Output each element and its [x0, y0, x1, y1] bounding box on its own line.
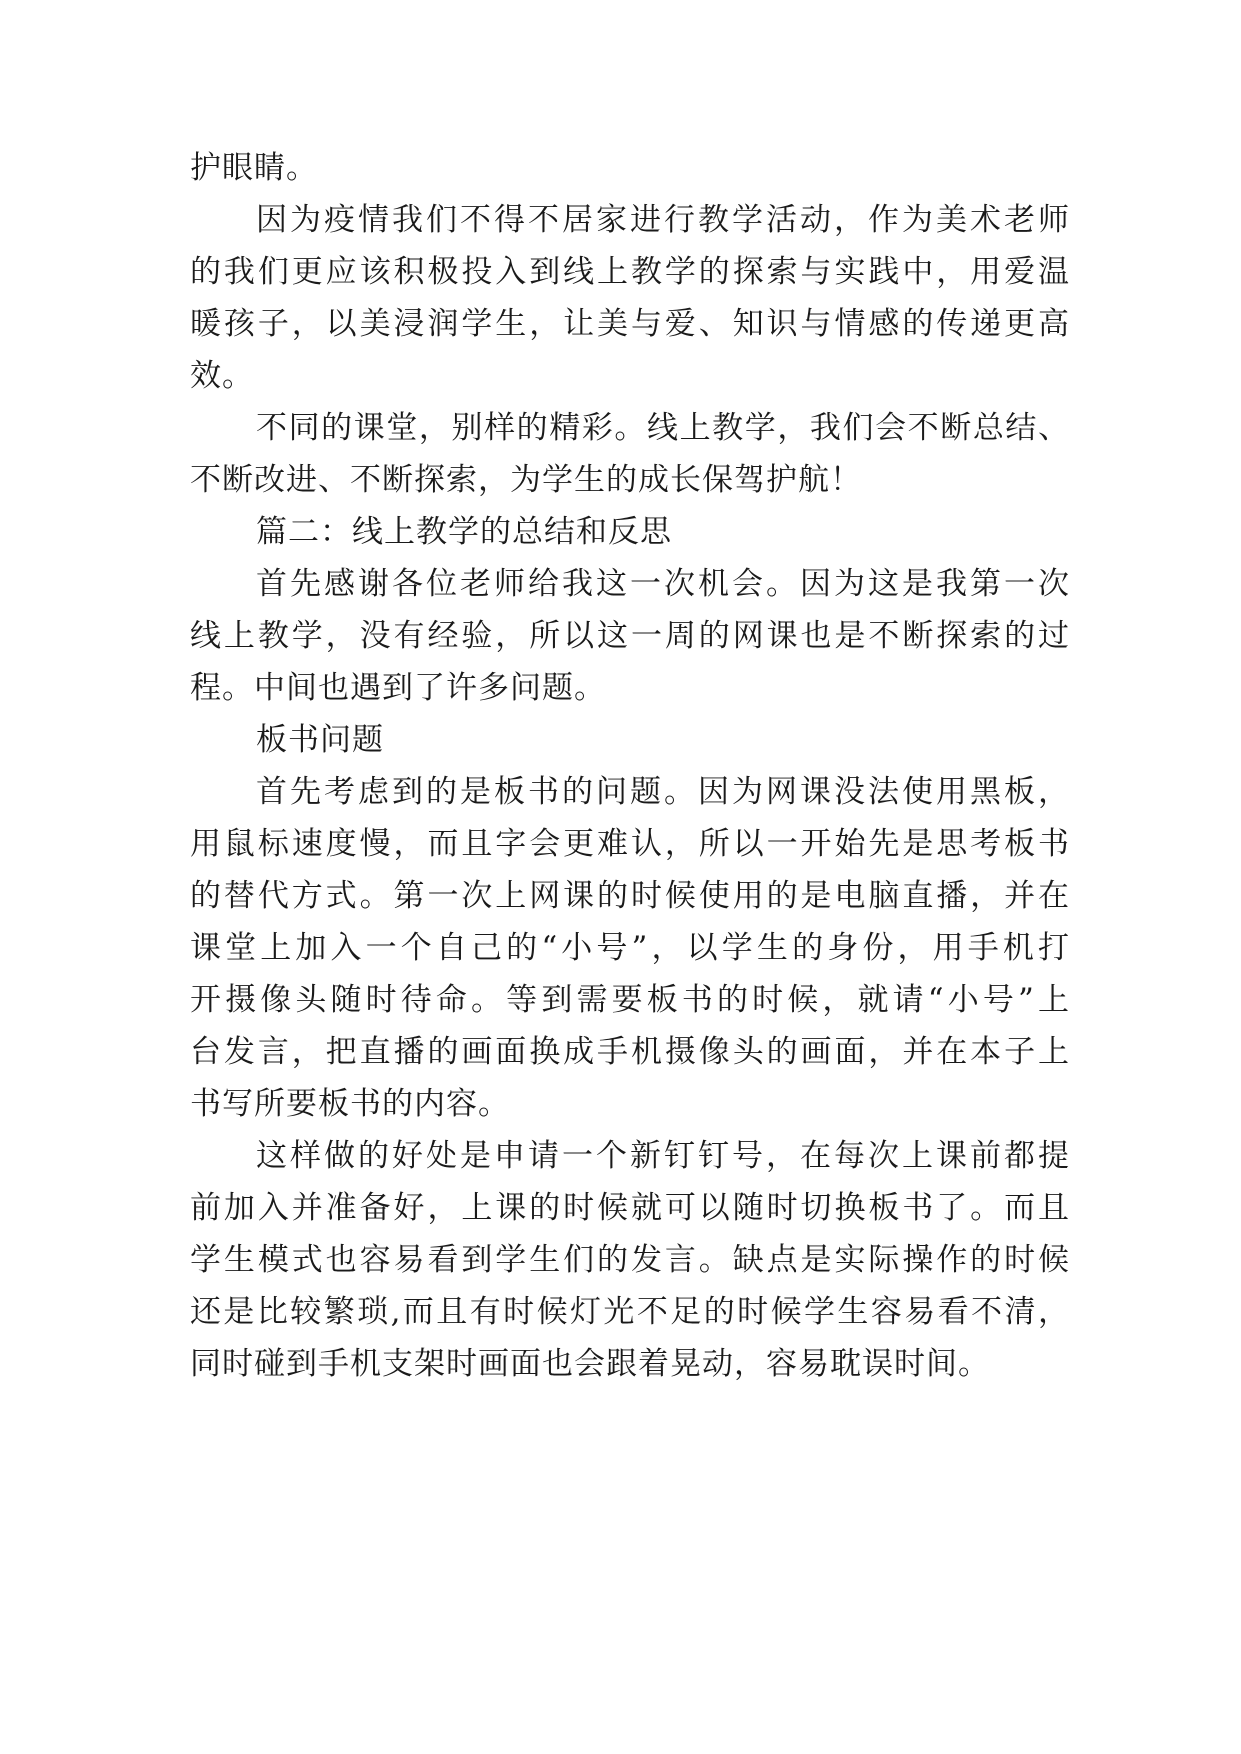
- text-line: 效。: [190, 358, 254, 394]
- text-line: 首先考虑到的是板书的问题。因为网课没法使用黑板，: [256, 774, 1070, 810]
- text-line: 还是比较繁琐,而且有时候灯光不足的时候学生容易看不清，: [190, 1294, 1070, 1330]
- text-line: 开摄像头随时待命。等到需要板书的时候，就请“小号”上: [190, 982, 1070, 1018]
- text-line: 首先感谢各位老师给我这一次机会。因为这是我第一次: [256, 566, 1070, 602]
- text-line: 课堂上加入一个自己的“小号”，以学生的身份，用手机打: [190, 930, 1070, 966]
- text-line: 的我们更应该积极投入到线上教学的探索与实践中，用爱温: [190, 254, 1070, 290]
- text-line: 因为疫情我们不得不居家进行教学活动，作为美术老师: [256, 202, 1070, 238]
- text-line: 暖孩子，以美浸润学生，让美与爱、知识与情感的传递更高: [190, 306, 1070, 342]
- text-line: 线上教学，没有经验，所以这一周的网课也是不断探索的过: [190, 618, 1070, 654]
- text-line: 护眼睛。: [190, 150, 318, 186]
- text-line: 同时碰到手机支架时画面也会跟着晃动，容易耽误时间。: [190, 1346, 990, 1382]
- text-line: 前加入并准备好，上课的时候就可以随时切换板书了。而且: [190, 1190, 1070, 1226]
- text-line: 这样做的好处是申请一个新钉钉号，在每次上课前都提: [256, 1138, 1070, 1174]
- section-heading: 篇二：线上教学的总结和反思: [256, 514, 672, 550]
- text-line: 的替代方式。第一次上网课的时候使用的是电脑直播，并在: [190, 878, 1070, 914]
- text-line: 不断改进、不断探索，为学生的成长保驾护航！: [190, 462, 862, 498]
- text-line: 程。中间也遇到了许多问题。: [190, 670, 606, 706]
- subheading: 板书问题: [256, 722, 384, 758]
- text-line: 不同的课堂，别样的精彩。线上教学，我们会不断总结、: [256, 410, 1070, 446]
- text-line: 书写所要板书的内容。: [190, 1086, 510, 1122]
- text-line: 台发言，把直播的画面换成手机摄像头的画面，并在本子上: [190, 1034, 1070, 1070]
- text-line: 学生模式也容易看到学生们的发言。缺点是实际操作的时候: [190, 1242, 1070, 1278]
- text-line: 用鼠标速度慢，而且字会更难认，所以一开始先是思考板书: [190, 826, 1070, 862]
